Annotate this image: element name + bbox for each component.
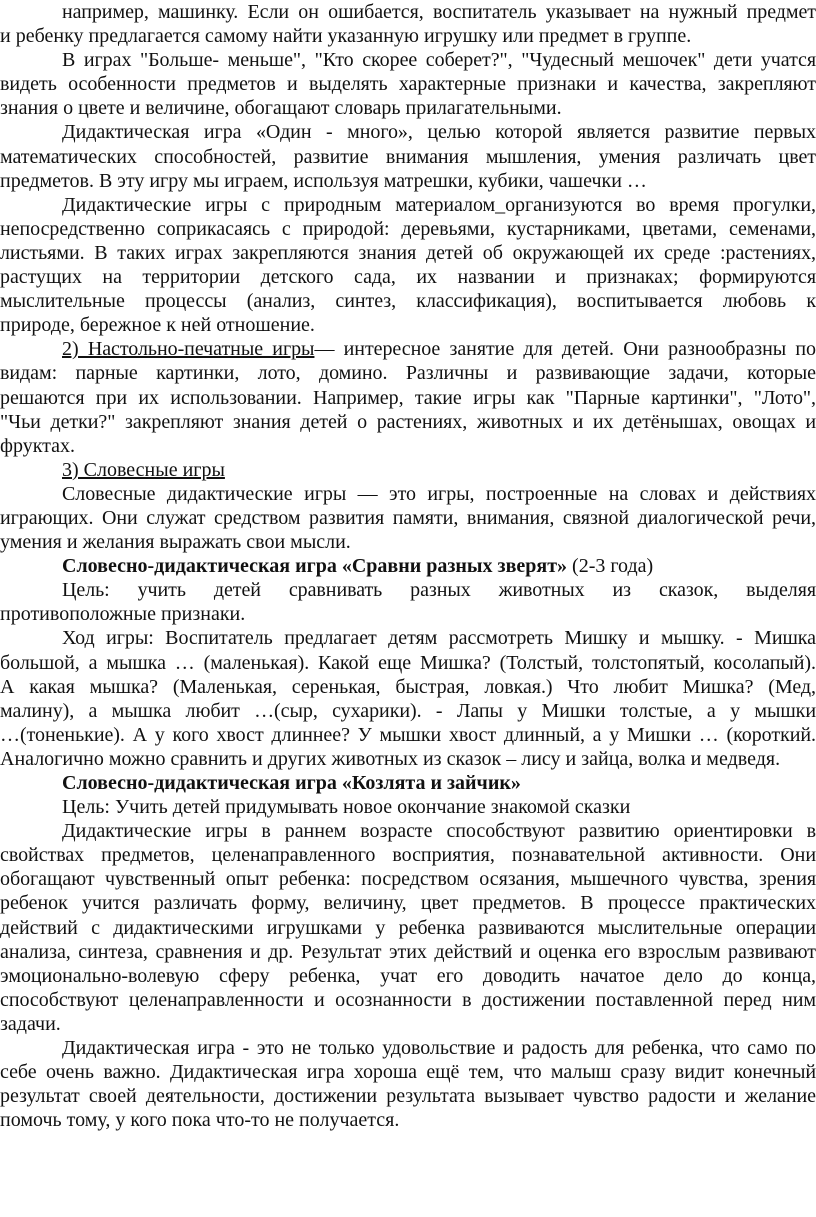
text-line: себе очень важно. Дидактическая игра хороша ещё тем, что малыш сразу видит конечный bbox=[0, 1061, 816, 1084]
text-line: большой, а мышка … (маленькая). Какой еще Мишка? (Толстый, толстопятый, косолапый). bbox=[0, 651, 816, 674]
paragraph bbox=[0, 795, 816, 819]
paragraph bbox=[0, 771, 816, 795]
text-line: природе, бережное к ней отношение. bbox=[0, 314, 315, 337]
text-line: Цель: учить детей сравнивать разных животных из сказок, выделяя bbox=[62, 579, 816, 602]
text-line: листьями. В таких играх закрепляются знания детей об окружающей их среде :растениях, bbox=[0, 241, 816, 264]
text-line: анализа, синтеза, сравнения и др. Результат этих действий и оценка его взрослым развивают bbox=[0, 940, 816, 963]
text-line: решаются при их использовании. Например, такие игры как "Парные картинки", "Лото", bbox=[0, 386, 816, 409]
text-line: видам: парные картинки, лото, домино. Различны и развивающие задачи, которые bbox=[0, 362, 816, 385]
text-line: Дидактическая игра «Один - много», целью которой является развитие первых bbox=[62, 121, 816, 144]
text-line: математических способностей, развитие внимания мышления, умения различать цвет bbox=[0, 145, 816, 168]
text-line: фруктах. bbox=[0, 434, 76, 457]
paragraph bbox=[0, 554, 816, 578]
paragraph bbox=[0, 819, 816, 1036]
text-line: Ход игры: Воспитатель предлагает детям рассмотреть Мишку и мышку. - Мишка bbox=[62, 627, 816, 650]
text-line: мыслительные процессы (анализ, синтез, классификация), воспитывается любовь к bbox=[0, 290, 816, 313]
paragraph bbox=[0, 120, 816, 192]
paragraph bbox=[0, 48, 816, 120]
text-line: эмоционально-волевую сферу ребенка, учат его доводить начатое дело до конца, bbox=[0, 964, 816, 987]
text-line: Дидактические игры с природным материалом_организуются во время прогулки, bbox=[62, 193, 816, 216]
text-line: предметов. В эту игру мы играем, используя матрешки, кубики, чашечки … bbox=[0, 169, 647, 192]
text-line bbox=[0, 554, 816, 578]
paragraph bbox=[0, 337, 816, 457]
text-line: умения и желания выражать свои мысли. bbox=[0, 531, 351, 554]
paragraph bbox=[0, 1036, 816, 1132]
text-line: знания о цвете и величине, обогащают словарь прилагательными. bbox=[0, 97, 562, 120]
text-line: малину), а мышка любит …(сыр, сухарики). - Лапы у Мишки толстые, а у мышки bbox=[0, 699, 816, 722]
text-line: видеть особенности предметов и выделять характерные признаки и качества, закрепляют bbox=[0, 73, 816, 96]
text-line bbox=[0, 337, 816, 361]
game-title: Словесно-дидактическая игра «Козлята и зайчик» bbox=[62, 772, 521, 794]
text-line: свойствах предметов, целенаправленного восприятия, познавательной активности. Они bbox=[0, 844, 816, 867]
text-line: …(тоненькие). А у кого хвост длиннее? У мышки хвост длинный, а у Мишки … (короткий. bbox=[0, 723, 816, 746]
text-line: "Чьи детки?" закрепляют знания детей о растениях, животных и их детёнышах, овощах и bbox=[0, 410, 816, 433]
text-line: играющих. Они служат средством развития памяти, внимания, связной диалогической речи, bbox=[0, 506, 816, 529]
section-heading: 3) Словесные игры bbox=[62, 458, 225, 481]
paragraph bbox=[0, 578, 816, 626]
paragraph bbox=[0, 0, 816, 48]
section-heading: 2) Настольно-печатные игры bbox=[62, 338, 315, 361]
paragraph bbox=[0, 626, 816, 771]
text-span: — интересное занятие для детей. Они разнообразны по bbox=[314, 338, 816, 361]
text-line: например, машинку. Если он ошибается, воспитатель указывает на нужный предмет bbox=[62, 1, 816, 23]
text-line: растущих на территории детского сада, их названии и признаках; формируются bbox=[0, 266, 816, 289]
text-line: В играх "Больше- меньше", "Кто скорее соберет?", "Чудесный мешочек" дети учатся bbox=[62, 49, 816, 72]
text-line bbox=[0, 458, 816, 482]
paragraph bbox=[0, 193, 816, 338]
text-line: действий с дидактическими игрушками у ребенка развиваются мыслительные операции bbox=[0, 916, 816, 939]
text-line: способствуют целенаправленности и осознанности в достижении поставленной перед ним bbox=[0, 988, 816, 1011]
text-line: А какая мышка? (Маленькая, серенькая, быстрая, ловкая.) Что любит Мишка? (Мед, bbox=[0, 675, 816, 698]
text-line: непосредственно соприкасаясь с природой: деревьями, кустарниками, цветами, семенами, bbox=[0, 217, 816, 240]
text-line: Цель: Учить детей придумывать новое окончание знакомой сказки bbox=[62, 796, 631, 819]
text-line: результат своей деятельности, достижении результата вызывает чувство радости и желание bbox=[0, 1085, 816, 1108]
text-line: и ребенку предлагается самому найти указанную игрушку или предмет в группе. bbox=[0, 25, 692, 48]
paragraph bbox=[0, 458, 816, 482]
text-line: обогащают чувственный опыт ребенка: посредством осязания, мышечного чувства, зрения bbox=[0, 868, 816, 891]
text-line: помочь тому, у кого пока что-то не получается. bbox=[0, 1109, 400, 1132]
text-line: Дидактическая игра - это не только удовольствие и радость для ребенка, что само по bbox=[62, 1037, 816, 1060]
text-line: Дидактические игры в раннем возрасте способствуют развитию ориентировки в bbox=[62, 820, 816, 843]
text-line: противоположные признаки. bbox=[0, 603, 246, 626]
text-span: (2-3 года) bbox=[567, 555, 654, 578]
text-line: задачи. bbox=[0, 1012, 61, 1035]
paragraph bbox=[0, 482, 816, 554]
text-line: Словесные дидактические игры — это игры, построенные на словах и действиях bbox=[62, 482, 816, 505]
text-line: Аналогично можно сравнить и других животных из сказок – лису и зайца, волка и медведя. bbox=[0, 747, 781, 770]
game-title: Словесно-дидактическая игра «Сравни разных зверят» bbox=[62, 555, 568, 578]
text-line: ребенок учится различать форму, величину, цвет предметов. В процессе практических bbox=[0, 892, 816, 915]
text-line bbox=[0, 771, 816, 795]
